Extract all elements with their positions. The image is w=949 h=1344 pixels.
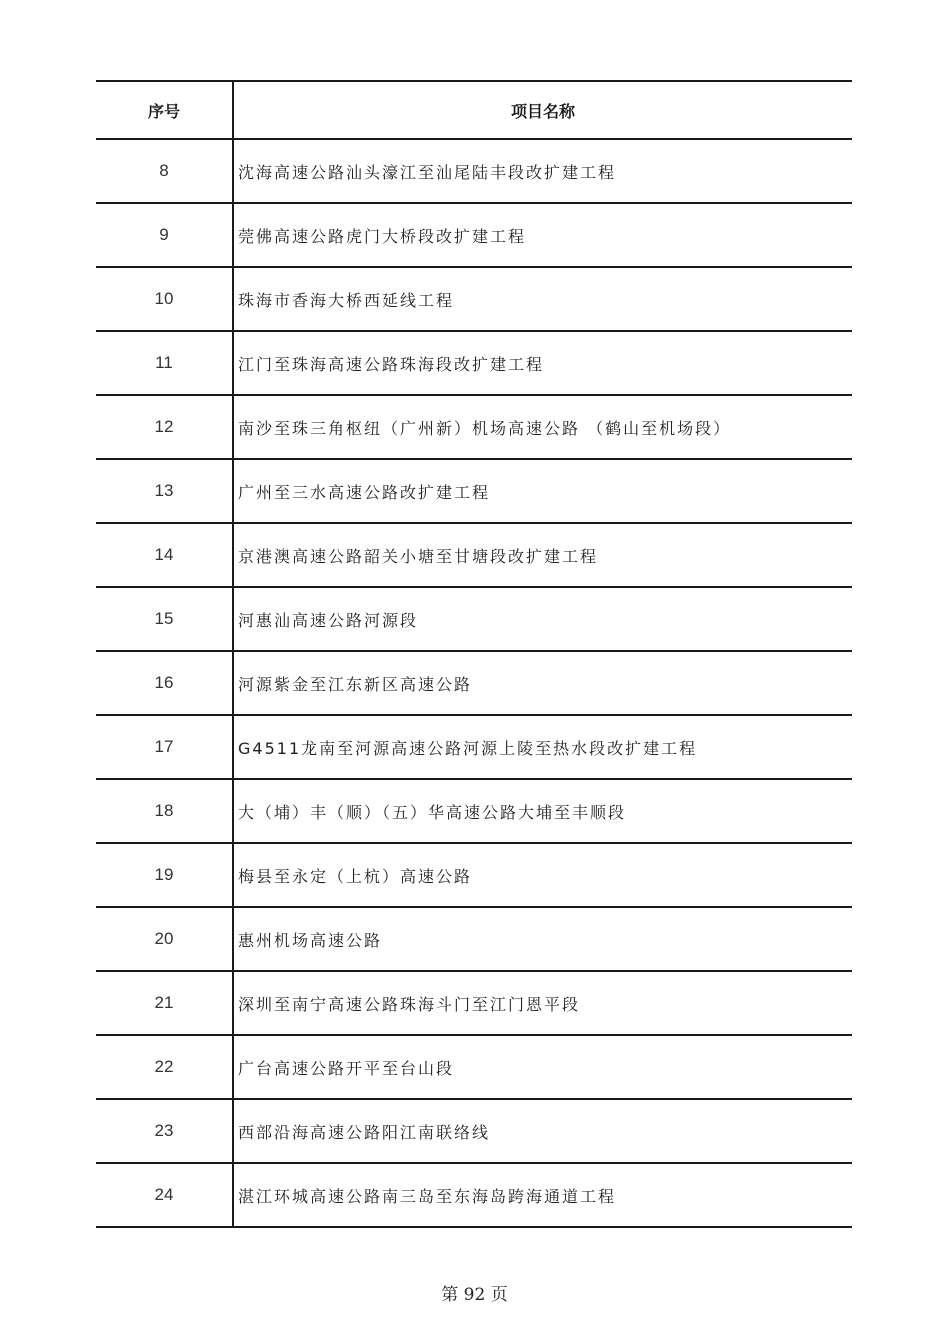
- row-number: 11: [96, 331, 233, 395]
- row-number: 24: [96, 1163, 233, 1227]
- table-row: [96, 1099, 852, 1163]
- table-row: [96, 907, 852, 971]
- row-project-name: 珠海市香海大桥西延线工程: [238, 290, 455, 310]
- table-row: [96, 523, 852, 587]
- row-project-name: 广州至三水高速公路改扩建工程: [238, 482, 491, 502]
- header-number: 序号: [96, 81, 233, 139]
- row-number: 12: [96, 395, 233, 459]
- row-number: 18: [96, 779, 233, 843]
- row-number: 21: [96, 971, 233, 1035]
- row-project-name: 南沙至珠三角枢纽（广州新）机场高速公路 （鹤山至机场段）: [238, 418, 732, 438]
- row-number: 22: [96, 1035, 233, 1099]
- row-number: 20: [96, 907, 233, 971]
- table-header-row: [96, 81, 852, 139]
- row-project-name: 沈海高速公路汕头濠江至汕尾陆丰段改扩建工程: [238, 162, 617, 182]
- row-number: 14: [96, 523, 233, 587]
- row-project-name: 广台高速公路开平至台山段: [238, 1058, 455, 1078]
- row-number: 13: [96, 459, 233, 523]
- table-row: [96, 267, 852, 331]
- table-row: [96, 651, 852, 715]
- row-number: 10: [96, 267, 233, 331]
- row-number: 15: [96, 587, 233, 651]
- row-project-name: 梅县至永定（上杭）高速公路: [238, 866, 473, 886]
- row-project-name: 深圳至南宁高速公路珠海斗门至江门恩平段: [238, 994, 581, 1014]
- table-row: [96, 331, 852, 395]
- table-row: [96, 459, 852, 523]
- row-number: 8: [96, 139, 233, 203]
- row-project-name: 西部沿海高速公路阳江南联络线: [238, 1122, 491, 1142]
- row-project-name: 大（埔）丰（顺）（五）华高速公路大埔至丰顺段: [238, 802, 627, 822]
- row-project-name: 惠州机场高速公路: [238, 930, 383, 950]
- table-row: [96, 1163, 852, 1227]
- row-number: 17: [96, 715, 233, 779]
- project-table: [96, 80, 852, 1228]
- row-project-name: G4511龙南至河源高速公路河源上陵至热水段改扩建工程: [238, 738, 698, 758]
- table-row: [96, 843, 852, 907]
- row-project-name: 湛江环城高速公路南三岛至东海岛跨海通道工程: [238, 1186, 617, 1206]
- table-row: [96, 971, 852, 1035]
- table-row: [96, 779, 852, 843]
- row-project-name: 江门至珠海高速公路珠海段改扩建工程: [238, 354, 545, 374]
- row-project-name: 莞佛高速公路虎门大桥段改扩建工程: [238, 226, 527, 246]
- table-body: [96, 139, 852, 1227]
- row-number: 19: [96, 843, 233, 907]
- header-project-name: 项目名称: [510, 101, 575, 121]
- table-row: [96, 395, 852, 459]
- row-project-name: 河源紫金至江东新区高速公路: [238, 674, 473, 694]
- row-number: 9: [96, 203, 233, 267]
- page-number: 第 92 页: [441, 1285, 508, 1305]
- table-row: [96, 1035, 852, 1099]
- row-project-name: 河惠汕高速公路河源段: [238, 610, 419, 630]
- table-row: [96, 587, 852, 651]
- row-project-name: 京港澳高速公路韶关小塘至甘塘段改扩建工程: [238, 546, 599, 566]
- row-number: 23: [96, 1099, 233, 1163]
- table-row: [96, 715, 852, 779]
- table-row: [96, 139, 852, 203]
- table-row: [96, 203, 852, 267]
- row-number: 16: [96, 651, 233, 715]
